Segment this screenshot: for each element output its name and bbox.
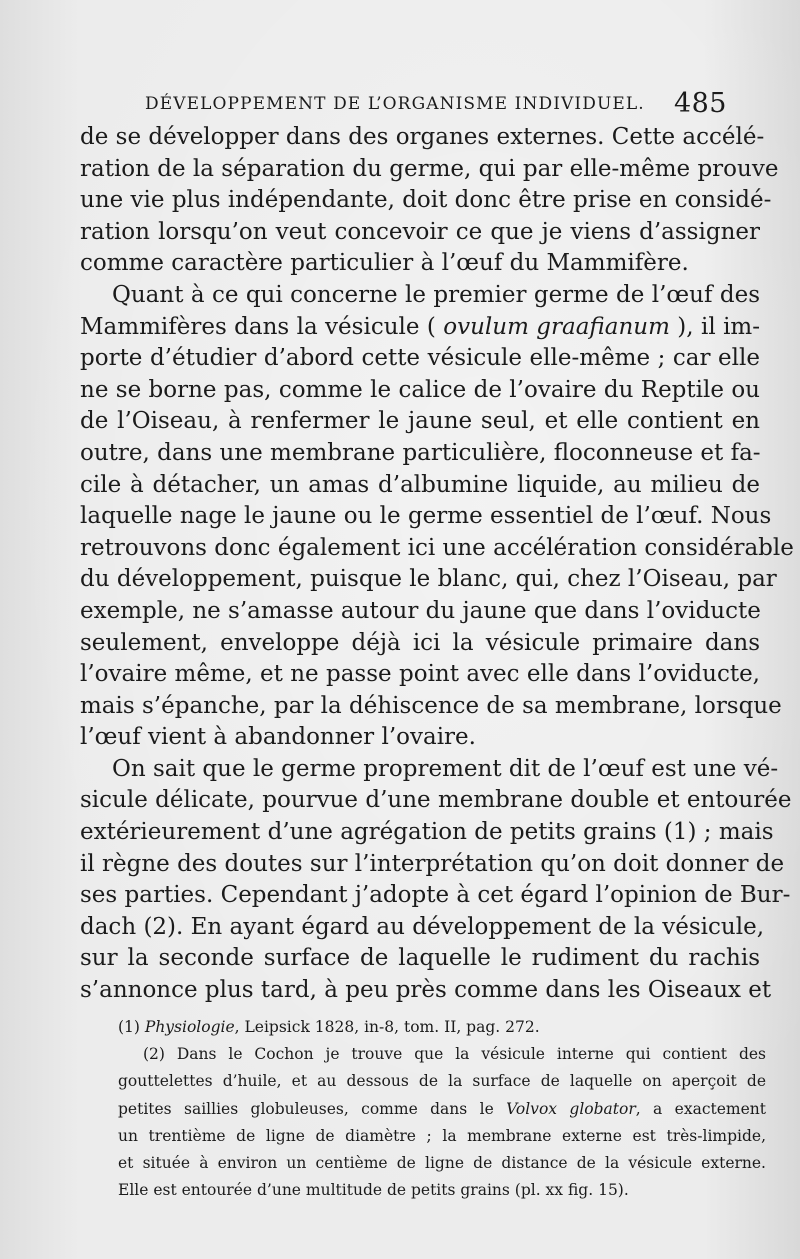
text-line-24: il règne des doutes sur l’interprétation qu’on doit donner de	[80, 850, 785, 877]
ovulum-graafianum-term: ovulum graafianum	[443, 313, 670, 340]
page-header	[145, 88, 735, 122]
running-title: DÉVELOPPEMENT DE L’ORGANISME INDIVIDUEL.	[145, 94, 645, 114]
text-line-25: ses parties. Cependant j’adopte à cet égard l’opinion de Bur-	[80, 882, 791, 909]
footnote-2-line-2: gouttelettes d’huile, et au dessous de la surface de laquelle on aperçoit de	[118, 1072, 766, 1091]
text-line-12: cile à détacher, un amas d’albumine liquide, au milieu de	[80, 471, 760, 498]
volvox-globator-term: Volvox globator	[506, 1099, 636, 1118]
text-line-14: retrouvons donc également ici une accélération considérable	[80, 534, 794, 561]
footnote-1	[118, 1014, 766, 1041]
footnote-1-reference: , Leipsick 1828, in-8, tom. II, pag. 272.	[234, 1018, 540, 1036]
text-line-10: de l’Oiseau, à renfermer le jaune seul, et elle contient en	[80, 408, 760, 435]
footnote-2-line-3-end: , a exactement	[635, 1099, 766, 1118]
text-line-22: sicule délicate, pourvue d’une membrane double et entourée	[80, 787, 792, 814]
text-line-7-open: (	[426, 313, 444, 340]
footnote-2-line-4: un trentième de ligne de diamètre ; la membrane externe est très-limpide,	[118, 1126, 766, 1145]
text-line-20: l’œuf vient à abandonner l’ovaire.	[80, 724, 476, 751]
page-number: 485	[673, 88, 727, 119]
text-line-2: ration de la séparation du germe, qui par elle-même prouve	[80, 155, 779, 182]
text-line-13: laquelle nage le jaune ou le germe essentiel de l’œuf. Nous	[80, 503, 772, 530]
footnote-1-work-title: Physiologie	[144, 1018, 235, 1036]
text-line-1: de se développer dans des organes externes. Cette accélé-	[80, 124, 765, 150]
text-line-17: seulement, enveloppe déjà ici la vésicule primaire dans	[80, 629, 760, 656]
text-line-28: s’annonce plus tard, à peu près comme dans les Oiseaux et	[80, 977, 772, 1004]
text-line-7-end: ), il im-	[669, 313, 761, 340]
text-line-19: mais s’épanche, par la déhiscence de sa membrane, lorsque	[80, 692, 782, 719]
text-line-11: outre, dans une membrane particulière, floconneuse et fa-	[80, 439, 761, 466]
text-line-7	[80, 312, 760, 344]
text-line-23: extérieurement d’une agrégation de petits grains (1) ; mais	[80, 819, 774, 846]
footnote-2-line-1: (2) Dans le Cochon je trouve que la vésicule interne qui contient des	[143, 1045, 766, 1064]
text-line-9: ne se borne pas, comme le calice de l’ovaire du Reptile ou	[80, 376, 760, 403]
text-line-5: comme caractère particulier à l’œuf du Mammifère.	[80, 250, 689, 277]
footnote-2-line-5: et située à environ un centième de ligne de distance de la vésicule externe.	[118, 1154, 766, 1173]
text-line-4: ration lorsqu’on veut concevoir ce que je viens d’assigner	[80, 218, 760, 245]
text-line-16: exemple, ne s’amasse autour du jaune que dans l’oviducte	[80, 597, 761, 624]
text-line-8: porte d’étudier d’abord cette vésicule elle-même ; car elle	[80, 345, 760, 372]
footnote-2-line-3-start: petites saillies globuleuses, comme dans le	[118, 1099, 507, 1118]
text-line-15: du développement, puisque le blanc, qui, chez l’Oiseau, par	[80, 566, 777, 593]
text-line-18: l’ovaire même, et ne passe point avec elle dans l’oviducte,	[80, 661, 760, 688]
footnote-2-line-6: Elle est entourée d’une multitude de petits grains (pl. xx fig. 15).	[118, 1181, 629, 1200]
text-line-21: On sait que le germe proprement dit de l’œuf est une vé-	[112, 755, 779, 782]
text-line-6: Quant à ce qui concerne le premier germe de l’œuf des	[112, 281, 760, 308]
footnotes	[118, 1014, 766, 1204]
text-line-26: dach (2). En ayant égard au développement de la vésicule,	[80, 913, 765, 940]
main-text	[80, 122, 794, 1007]
text-line-7-start: Mammifères dans la vésicule	[80, 313, 420, 340]
footnote-2-line-3	[118, 1096, 766, 1123]
text-line-27: sur la seconde surface de laquelle le rudiment du rachis	[80, 945, 760, 972]
footnote-1-marker: (1)	[118, 1018, 145, 1036]
text-line-3: une vie plus indépendante, doit donc être prise en considé-	[80, 187, 772, 214]
